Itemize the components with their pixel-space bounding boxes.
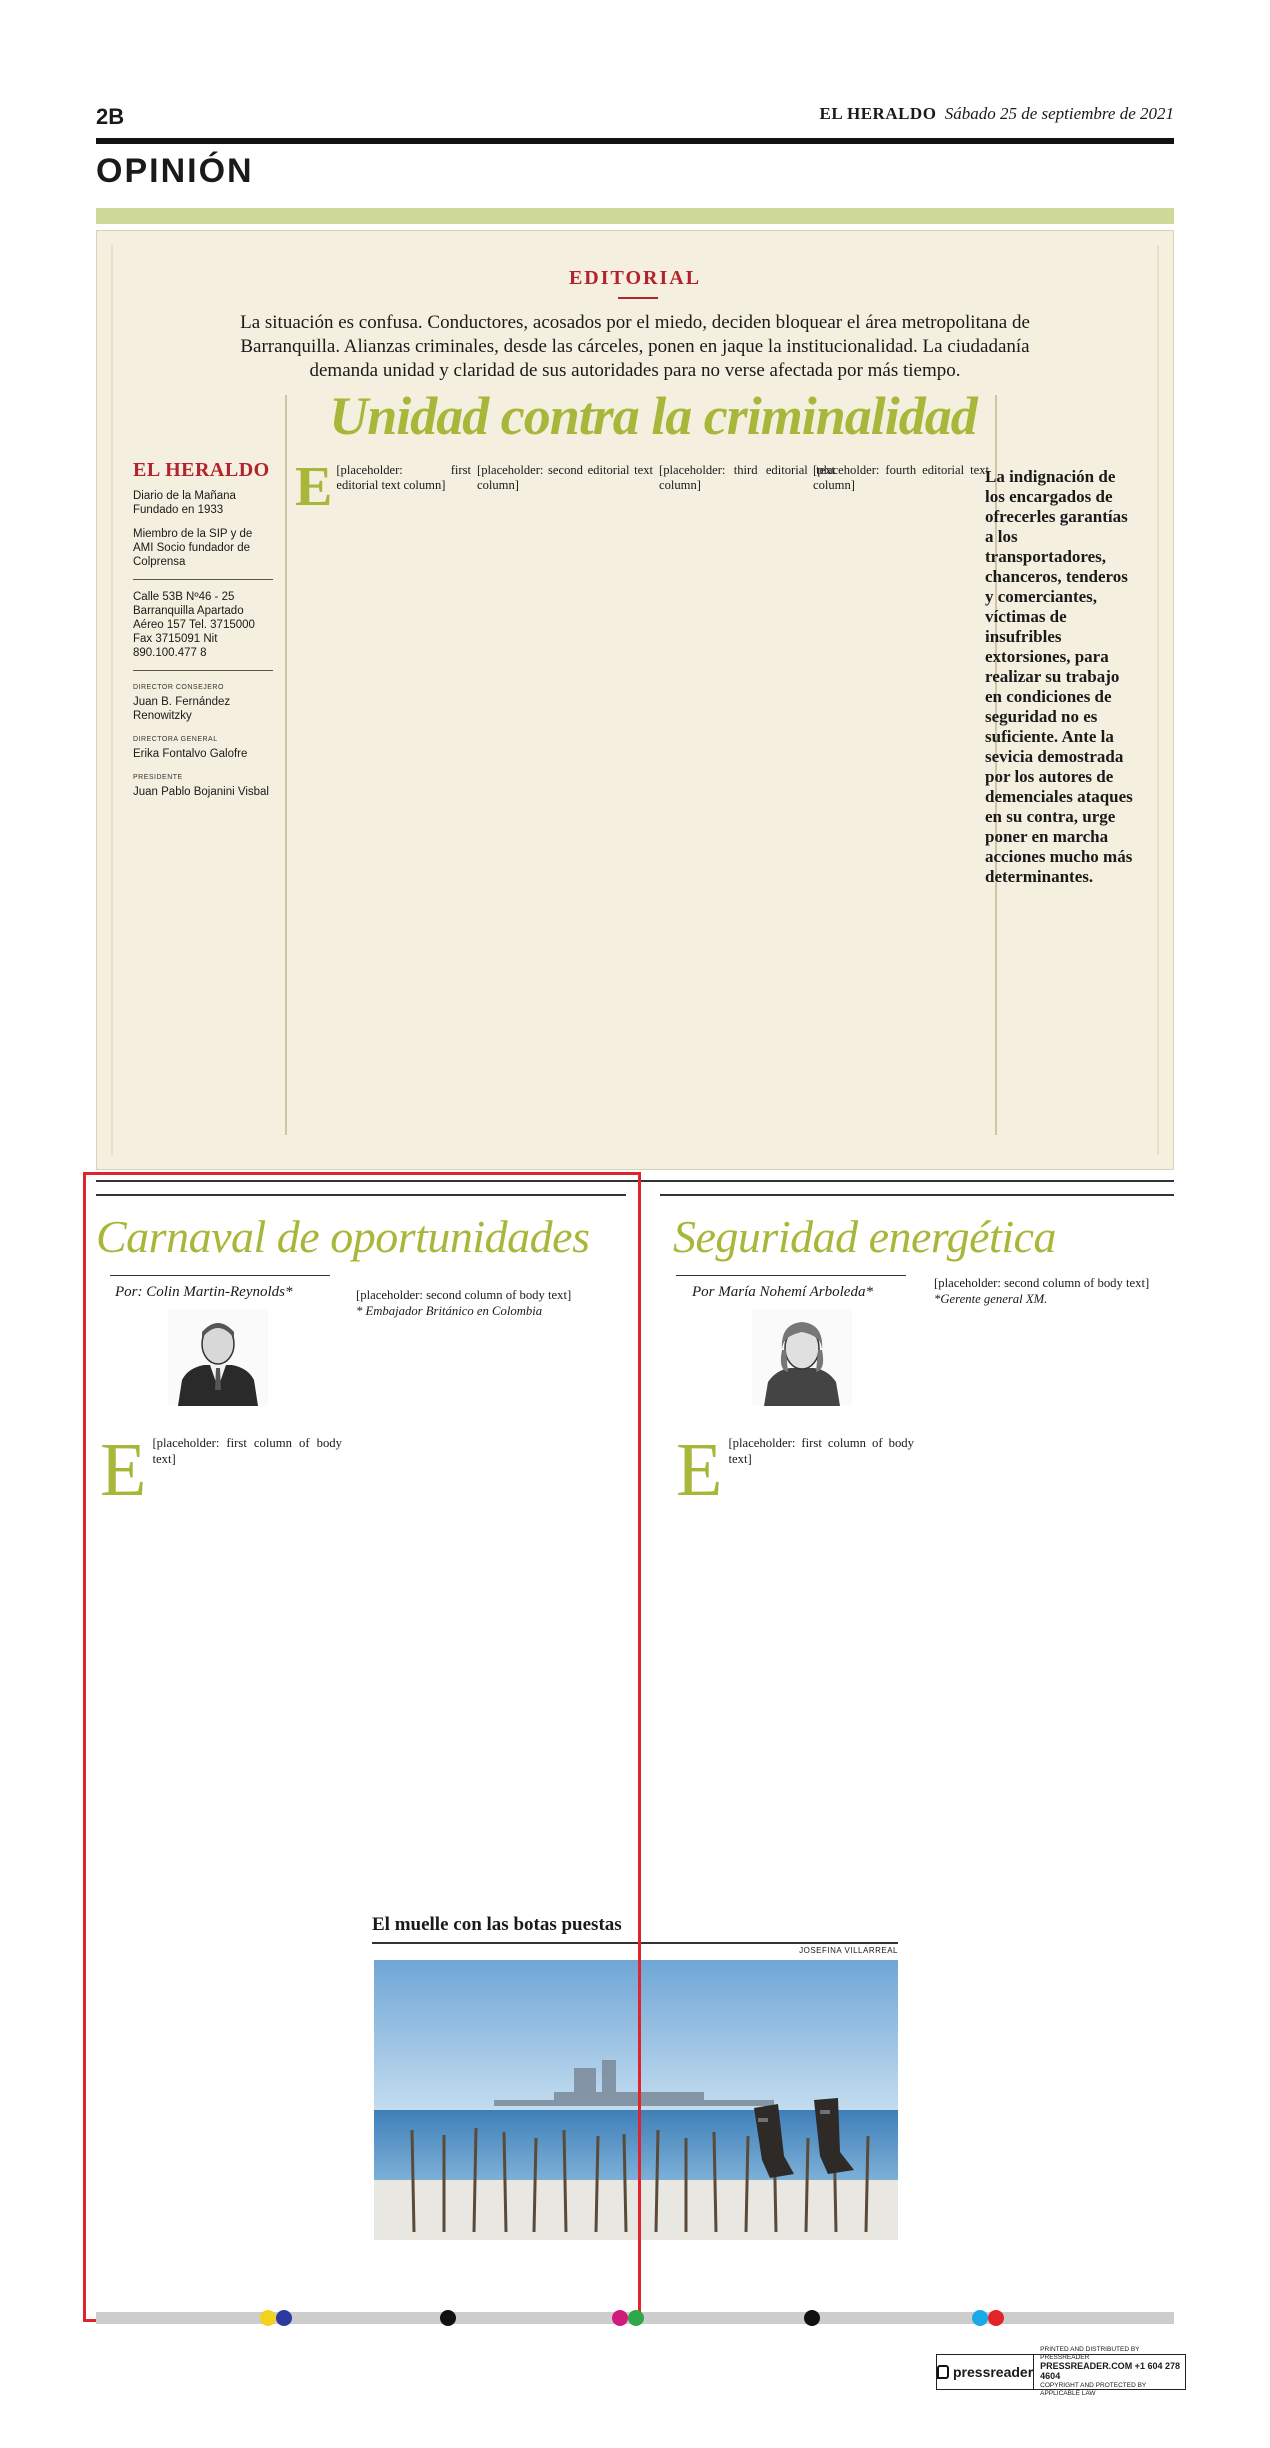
photo-credit: JOSEFINA VILLARREAL [799, 1946, 898, 1955]
article-title-right: Seguridad energética [673, 1211, 1057, 1262]
top-rule [96, 138, 1174, 144]
role-label: DIRECTORA GENERAL [133, 736, 218, 743]
article-left-column-2 [356, 1288, 606, 1319]
editorial-box [96, 230, 1174, 1170]
role-label: PRESIDENTE [133, 774, 183, 781]
founded-info: Diario de la Mañana Fundado en 1933 [133, 490, 236, 516]
byline-right: Por María Nohemí Arboleda* [692, 1284, 873, 1300]
photo-pier-boots [374, 1960, 898, 2240]
registration-dot [628, 2310, 644, 2326]
article-footnote: * Embajador Británico en Colombia [356, 1303, 543, 1318]
article-left-column-1 [100, 1428, 342, 1512]
byline-left: Por: Colin Martin-Reynolds* [115, 1284, 293, 1300]
pressreader-line1: PRINTED AND DISTRIBUTED BY PRESSREADER [1040, 2346, 1140, 2361]
photo-title: El muelle con las botas puestas [372, 1914, 622, 1935]
editorial-column-3: [placeholder: third editorial text column] [659, 463, 835, 493]
editorial-headline: Unidad contra la criminalidad [329, 386, 977, 446]
column-text: [placeholder: second column of body text] [934, 1276, 1150, 1290]
registration-dot [260, 2310, 276, 2326]
registration-dot [276, 2310, 292, 2326]
page-number: 2B [96, 104, 125, 129]
section-title: OPINIÓN [96, 152, 254, 190]
photo-rule [372, 1942, 898, 1944]
editorial-column-1 [295, 456, 471, 518]
masthead-sidebar [133, 459, 273, 809]
section-divider [96, 1180, 1174, 1182]
pressreader-line2: PRESSREADER.COM +1 604 278 4604 [1040, 2361, 1180, 2381]
editorial-column-2: [placeholder: second editorial text column] [477, 463, 653, 493]
paper-name: EL HERALDO [819, 104, 937, 123]
staff-name: Juan Pablo Bojanini Visbal [133, 786, 269, 798]
kicker-rule [618, 297, 658, 299]
author-portrait-left [168, 1310, 268, 1406]
role-label: DIRECTOR CONSEJERO [133, 684, 224, 691]
editorial-inner [111, 245, 1159, 1155]
article-right-column-2 [934, 1276, 1174, 1307]
drop-cap: E [676, 1428, 723, 1512]
editorial-kicker: EDITORIAL [568, 267, 702, 289]
sidebar-divider [133, 670, 273, 671]
pressreader-logo [937, 2355, 1034, 2389]
article-top-rule [96, 1194, 626, 1196]
article-title-left: Carnaval de oportunidades [96, 1211, 590, 1262]
issue-date: Sábado 25 de septiembre de 2021 [944, 104, 1174, 123]
editorial-column-4: [placeholder: fourth editorial text column] [813, 463, 989, 493]
pressreader-line3: COPYRIGHT AND PROTECTED BY APPLICABLE LAW [1040, 2382, 1147, 2397]
registration-dot [988, 2310, 1004, 2326]
drop-cap: E [100, 1428, 147, 1512]
address-info: Calle 53B Nº46 - 25 Barranquilla Apartado Aéreo 157 Tel. 3715000 Fax 3715091 Nit 890.100.477 8 [133, 591, 255, 659]
article-footnote: *Gerente general XM. [934, 1291, 1048, 1306]
registration-dot [804, 2310, 820, 2326]
editorial-deck: La situación es confusa. Conductores, acosados por el miedo, deciden bloquear el área metropolitana de Barranquilla. Alianzas criminales, desde las cárceles, ponen en jaque la institucionalidad. La ciudadanía demanda unidad y claridad de sus autoridades para no verse afectada por más tiempo. [240, 312, 1030, 381]
staff-name: Juan B. Fernández Renowitzky [133, 696, 231, 722]
registration-dot [612, 2310, 628, 2326]
drop-cap: E [295, 456, 333, 518]
byline-rule [676, 1275, 906, 1276]
pressreader-stamp [936, 2346, 1186, 2397]
masthead [819, 104, 1174, 124]
author-portrait-right [752, 1310, 852, 1406]
pressreader-icon [937, 2365, 949, 2379]
column-text: [placeholder: first column of body text] [152, 1436, 342, 1466]
pressreader-legal [1034, 2346, 1185, 2398]
registration-dot [440, 2310, 456, 2326]
column-text: [placeholder: second column of body text] [356, 1288, 572, 1302]
pressreader-brand: pressreader [953, 2364, 1034, 2380]
column-text: [placeholder: first column of body text] [728, 1436, 914, 1466]
sidebar-divider [133, 579, 273, 580]
registration-dot [972, 2310, 988, 2326]
article-right-column-1 [676, 1428, 914, 1512]
section-band [96, 208, 1174, 224]
byline-rule [110, 1275, 330, 1276]
column-text: [placeholder: first editorial text column] [336, 463, 471, 493]
membership-info: Miembro de la SIP y de AMI Socio fundador de Colprensa [133, 528, 253, 568]
column-rule [285, 395, 287, 1135]
staff-name: Erika Fontalvo Galofre [133, 748, 248, 760]
editorial-pullquote: La indignación de los encargados de ofrecerles garantías a los transportadores, chanceros, tenderos y comerciantes, víctimas de insufribles extorsiones, para realizar su trabajo en condiciones de seguridad no es suficiente. Ante la sevicia demostrada por los autores de demenciales ataques en su contra, urge poner en marcha acciones mucho más determinantes. [985, 467, 1133, 886]
sidebar-brand: EL HERALDO [133, 459, 270, 481]
article-top-rule [660, 1194, 1174, 1196]
